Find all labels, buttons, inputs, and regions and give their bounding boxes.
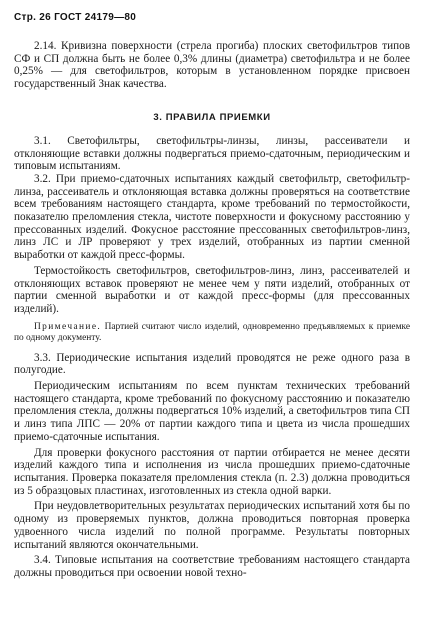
paragraph-unsatisfactory-results: При неудовлетворительных результатах периодических испытаний хотя бы по одному из проверяемых пунктов, должна проводиться повторная проверка удвоенного числа изделий по полной программе. Результаты повторных испытаний являются окончательными. [14,500,410,551]
paragraph-periodic-tests: Периодическим испытаниям по всем пунктам технических требований настоящего стандарта, кроме требований по фокусному расстоянию и показателю преломления стекла, должны подвергаться 10% изделий, а светофильтров типа СП и линз типа ЛПС — 20% от партии каждого типа и цвета из числа прошедших приемо-сдаточные испытания. [14,380,410,443]
note-label: Примечание. [34,321,102,332]
clause-3-4: 3.4. Типовые испытания на соответствие требованиям настоящего стандарта должны проводиться при освоении новой техно- [14,554,410,579]
paragraph-focal-distance: Для проверки фокусного расстояния от партии отбирается не менее десяти изделий каждого типа и исполнения из числа прошедших приемо-сдаточные испытания. Проверка показателя преломления стекла (п. 2.3) должна проводиться из 5 образцовых пластинах, изготовленных из стекла одной варки. [14,446,410,497]
section-title: 3. ПРАВИЛА ПРИЕМКИ [153,111,271,123]
clause-3-1: 3.1. Светофильтры, светофильтры-линзы, линзы, рассеиватели и отклоняющие вставки должны подвергаться приемо-сдаточным, периодическим и типовым испытаниям. [14,134,410,173]
clause-2-14: 2.14. Кривизна поверхности (стрела прогиба) плоских светофильтров типов СФ и СП должна быть не более 0,3% длины (диаметра) светофильтра и не более 0,25% — для светофильтров, которым в установленном порядке присвоен государственный Знак качества. [14,40,410,91]
paragraph-thermostability: Термостойкость светофильтров, светофильтров-линз, линз, рассеивателей и отклоняющих вставок проверяют не менее чем у пяти изделий, отобранных от партии сменной выработки и от каждой пресс-формы (для прессованных изделий). [14,264,410,315]
page-body [14,40,410,580]
clause-3-2: 3.2. При приемо-сдаточных испытаниях каждый светофильтр, светофильтр-линза, рассеиватель и отклоняющая вставка должны проверяться на соответствие всем требованиям настоящего стандарта, кроме требований по термостойкости, показателю преломления стекла, чистоте поверхности и фокусному расстоянию у прессованных изделий. Фокусное расстояние прессованных светофильтров-линз, линз ЛС и ЛР проверяют у трех изделий, отобранных из партии сменной выработки от каждой пресс-формы. [14,172,410,262]
page-header: Стр. 26 ГОСТ 24179—80 [14,12,137,23]
note-text: Партией считают число изделий, одновременно предъявляемых к приемке по одному документу. [14,321,410,344]
note [14,322,410,345]
clause-3-3: 3.3. Периодические испытания изделий проводятся не реже одного раза в полугодие. [14,351,410,377]
